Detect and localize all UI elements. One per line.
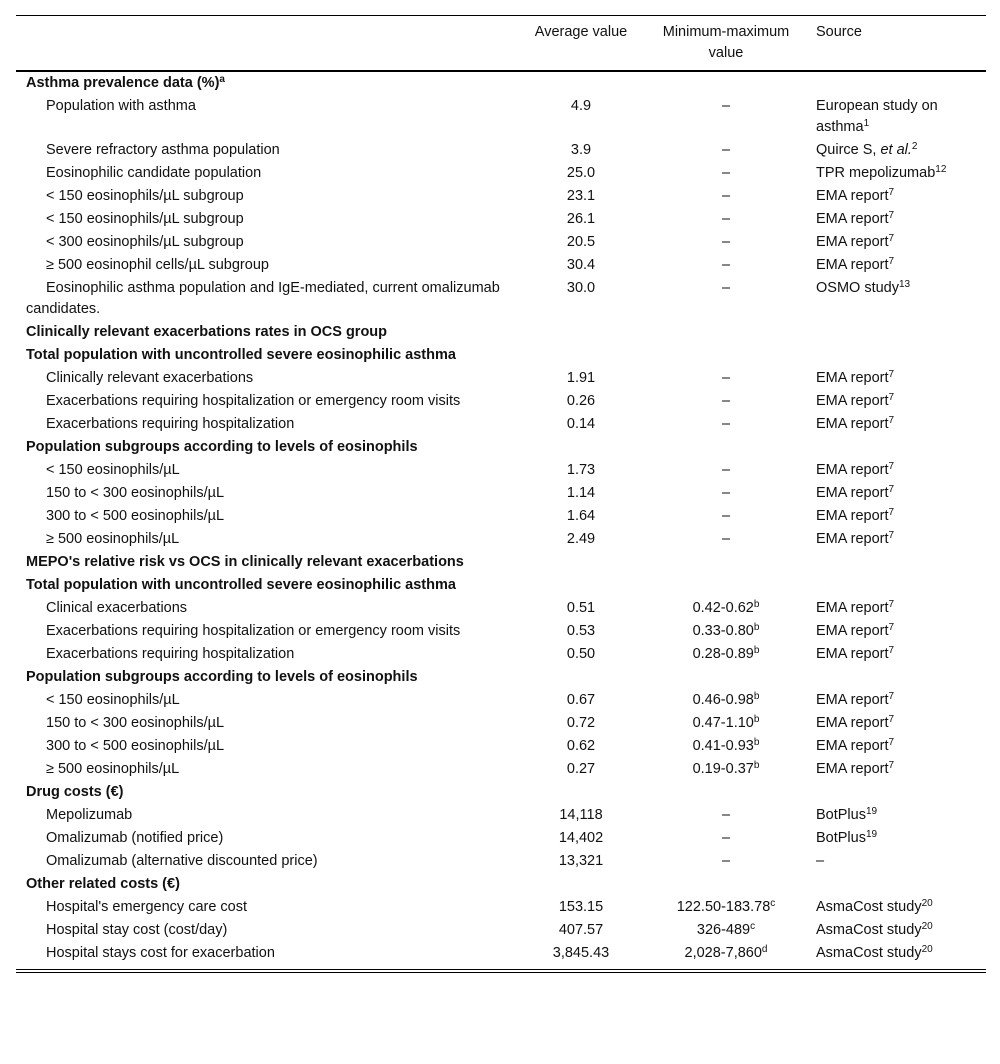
section-row	[16, 551, 986, 574]
table-row	[16, 919, 986, 942]
row-source-reference: 7	[888, 530, 895, 541]
table-row	[16, 254, 986, 277]
row-range-cell	[646, 597, 806, 620]
row-label: Eosinophilic candidate population	[46, 165, 262, 181]
row-source-reference: 7	[888, 507, 895, 518]
row-range-value: 0.19-0.37	[692, 761, 754, 777]
table-row	[16, 139, 986, 162]
row-label: Omalizumab (notified price)	[46, 830, 224, 846]
section-title-cell	[16, 436, 986, 459]
row-source-text: EMA report	[816, 531, 889, 547]
row-range-footnote: c	[770, 898, 776, 909]
table-row	[16, 712, 986, 735]
row-source-cell	[806, 528, 986, 551]
section-footnote-mark: a	[219, 74, 225, 85]
row-average-value: 14,402	[558, 830, 604, 846]
row-range-footnote: b	[753, 760, 760, 771]
row-range-cell	[646, 505, 806, 528]
row-label: < 150 eosinophils/µL subgroup	[46, 188, 244, 204]
row-label: Hospital stay cost (cost/day)	[46, 922, 228, 938]
row-range-cell	[646, 277, 806, 321]
section-row	[16, 574, 986, 597]
row-source-text: EMA report	[816, 761, 889, 777]
row-range-footnote: b	[753, 691, 760, 702]
table-row	[16, 459, 986, 482]
row-range-cell	[646, 367, 806, 390]
row-range-value: –	[721, 807, 731, 823]
row-average-value: 153.15	[558, 899, 604, 915]
row-source-reference: 7	[888, 622, 895, 633]
table-bottom-rule	[16, 969, 986, 973]
table-row	[16, 597, 986, 620]
row-average-value: 4.9	[570, 98, 592, 114]
row-source-cell	[806, 459, 986, 482]
row-source-reference: 7	[888, 760, 895, 771]
row-label: Hospital's emergency care cost	[46, 899, 248, 915]
row-source-cell	[806, 185, 986, 208]
row-range-value: –	[721, 416, 731, 432]
row-source-text: EMA report	[816, 370, 889, 386]
row-source-text: AsmaCost study	[816, 922, 922, 938]
row-label: 300 to < 500 eosinophils/µL	[46, 738, 225, 754]
row-source-cell	[806, 139, 986, 162]
row-range-cell	[646, 482, 806, 505]
row-average-value: 13,321	[558, 853, 604, 869]
row-source-reference: 20	[921, 898, 933, 909]
row-range-value: –	[721, 142, 731, 158]
table-row	[16, 482, 986, 505]
row-average-value: 0.26	[566, 393, 596, 409]
row-label: ≥ 500 eosinophils/µL	[46, 761, 180, 777]
table-header	[16, 16, 986, 72]
row-range-value: –	[721, 188, 731, 204]
row-source-italic: et al.	[880, 142, 912, 158]
row-label: Hospital stays cost for exacerbation	[46, 945, 275, 961]
row-range-value: 326-489	[696, 922, 751, 938]
row-range-value: –	[721, 280, 731, 296]
row-range-cell	[646, 254, 806, 277]
table-row	[16, 528, 986, 551]
section-title: Other related costs (€)	[26, 876, 180, 892]
row-source-cell	[806, 482, 986, 505]
row-range-footnote: b	[753, 599, 760, 610]
row-source-text: EMA report	[816, 646, 889, 662]
row-range-cell	[646, 459, 806, 482]
row-label: Mepolizumab	[46, 807, 133, 823]
row-source-reference: 7	[888, 645, 895, 656]
row-range-cell	[646, 95, 806, 139]
row-range-value: –	[721, 462, 731, 478]
row-label: < 300 eosinophils/µL subgroup	[46, 234, 244, 250]
row-source-cell	[806, 597, 986, 620]
row-average-value: 30.0	[566, 280, 596, 296]
section-title-cell	[16, 551, 986, 574]
row-range-cell	[646, 643, 806, 666]
row-source-cell	[806, 758, 986, 781]
row-range-value: –	[721, 370, 731, 386]
row-source-text: EMA report	[816, 188, 889, 204]
row-average-value: 1.14	[566, 485, 596, 501]
row-range-value: –	[721, 853, 731, 869]
row-average-value: 0.14	[566, 416, 596, 432]
row-range-value: 0.47-1.10	[692, 715, 754, 731]
row-source-reference: 13	[899, 279, 911, 290]
row-source-reference: 7	[888, 210, 895, 221]
header-average: Average value	[516, 16, 646, 72]
row-average-value: 0.72	[566, 715, 596, 731]
row-source-text: EMA report	[816, 211, 889, 227]
row-source-text: Quirce S,	[816, 142, 881, 158]
row-range-cell	[646, 735, 806, 758]
row-source-cell	[806, 850, 986, 873]
row-average-value: 0.62	[566, 738, 596, 754]
row-source-reference: 7	[888, 369, 895, 380]
row-average-value: 25.0	[566, 165, 596, 181]
row-source-reference: 20	[921, 944, 933, 955]
section-title-cell	[16, 781, 986, 804]
row-source-cell	[806, 689, 986, 712]
row-range-cell	[646, 896, 806, 919]
row-source-cell	[806, 735, 986, 758]
row-source-cell	[806, 231, 986, 254]
table-row	[16, 850, 986, 873]
row-average-value: 0.67	[566, 692, 596, 708]
row-source-text: EMA report	[816, 416, 889, 432]
table-row	[16, 231, 986, 254]
parameters-table	[16, 15, 986, 965]
row-source-reference: 7	[888, 256, 895, 267]
row-range-cell	[646, 185, 806, 208]
row-range-cell	[646, 850, 806, 873]
table-row	[16, 758, 986, 781]
row-source-reference: 20	[921, 921, 933, 932]
row-range-cell	[646, 390, 806, 413]
section-title: Asthma prevalence data (%)	[26, 75, 220, 91]
table-row	[16, 942, 986, 965]
row-range-footnote: d	[761, 944, 768, 955]
table-container	[0, 15, 1000, 973]
row-label: ≥ 500 eosinophil cells/µL subgroup	[46, 257, 269, 273]
row-range-footnote: b	[753, 645, 760, 656]
row-label: < 150 eosinophils/µL	[46, 462, 180, 478]
section-title: MEPO's relative risk vs OCS in clinically relevant exacerbations	[26, 554, 464, 570]
table-row	[16, 390, 986, 413]
row-source-text: OSMO study	[816, 280, 899, 296]
row-label: Clinically relevant exacerbations	[46, 370, 254, 386]
row-source-text: EMA report	[816, 508, 889, 524]
row-source-cell	[806, 712, 986, 735]
section-title: Total population with uncontrolled severe eosinophilic asthma	[26, 347, 456, 363]
section-title: Clinically relevant exacerbations rates in OCS group	[26, 324, 388, 340]
row-source-cell	[806, 620, 986, 643]
row-source-text: AsmaCost study	[816, 945, 922, 961]
row-average-value: 30.4	[566, 257, 596, 273]
row-source-text: EMA report	[816, 692, 889, 708]
row-range-cell	[646, 208, 806, 231]
table-row	[16, 277, 986, 321]
row-range-cell	[646, 689, 806, 712]
row-source-reference: 12	[935, 164, 947, 175]
row-range-cell	[646, 620, 806, 643]
row-label: Exacerbations requiring hospitalization	[46, 646, 295, 662]
row-range-cell	[646, 827, 806, 850]
row-label: < 150 eosinophils/µL subgroup	[46, 211, 244, 227]
row-source-text: EMA report	[816, 600, 889, 616]
row-source-reference: 7	[888, 599, 895, 610]
row-source-text: EMA report	[816, 485, 889, 501]
row-source-reference: 7	[888, 691, 895, 702]
row-source-cell	[806, 208, 986, 231]
header-row-label	[16, 16, 516, 72]
row-source-text: EMA report	[816, 623, 889, 639]
row-source-cell	[806, 277, 986, 321]
row-label: Exacerbations requiring hospitalization	[46, 416, 295, 432]
row-range-cell	[646, 758, 806, 781]
row-source-text: BotPlus	[816, 830, 866, 846]
row-range-value: 2,028-7,860	[684, 945, 762, 961]
section-row	[16, 666, 986, 689]
table-row	[16, 643, 986, 666]
row-source-text: EMA report	[816, 393, 889, 409]
row-source-text: TPR mepolizumab	[816, 165, 936, 181]
row-source-cell	[806, 643, 986, 666]
row-range-value: –	[721, 830, 731, 846]
row-average-value: 2.49	[566, 531, 596, 547]
row-source-text: EMA report	[816, 738, 889, 754]
row-source-cell	[806, 413, 986, 436]
section-title-cell	[16, 666, 986, 689]
row-average-value: 20.5	[566, 234, 596, 250]
section-row	[16, 344, 986, 367]
row-source-text: European study on asthma	[816, 98, 938, 135]
row-average-value: 0.27	[566, 761, 596, 777]
header-source: Source	[806, 16, 986, 72]
row-source-cell	[806, 505, 986, 528]
row-average-value: 407.57	[558, 922, 604, 938]
row-average-value: 1.91	[566, 370, 596, 386]
section-row	[16, 71, 986, 95]
row-range-value: –	[721, 234, 731, 250]
table-row	[16, 185, 986, 208]
row-source-reference: 7	[888, 714, 895, 725]
table-row	[16, 505, 986, 528]
row-range-cell	[646, 919, 806, 942]
row-source-text: EMA report	[816, 715, 889, 731]
row-source-cell	[806, 390, 986, 413]
section-title-cell	[16, 574, 986, 597]
row-range-value: 0.42-0.62	[692, 600, 754, 616]
row-range-value: –	[721, 531, 731, 547]
section-title: Population subgroups according to levels of eosinophils	[26, 439, 418, 455]
row-source-cell	[806, 827, 986, 850]
row-source-text: BotPlus	[816, 807, 866, 823]
row-label: ≥ 500 eosinophils/µL	[46, 531, 180, 547]
row-source-text: EMA report	[816, 234, 889, 250]
header-range: Minimum-maximum value	[646, 16, 806, 72]
section-title-cell	[16, 344, 986, 367]
row-source-cell	[806, 95, 986, 139]
table-row	[16, 208, 986, 231]
row-source-cell	[806, 896, 986, 919]
row-range-value: 0.41-0.93	[692, 738, 754, 754]
row-range-cell	[646, 413, 806, 436]
row-source-reference: 1	[863, 118, 870, 129]
table-row	[16, 367, 986, 390]
row-source-text: EMA report	[816, 462, 889, 478]
row-average-value: 1.73	[566, 462, 596, 478]
row-label: Severe refractory asthma population	[46, 142, 280, 158]
row-source-cell	[806, 367, 986, 390]
row-average-value: 3,845.43	[552, 945, 610, 961]
row-source-cell	[806, 942, 986, 965]
row-label: Clinical exacerbations	[46, 600, 188, 616]
row-range-cell	[646, 231, 806, 254]
section-title-cell	[16, 321, 986, 344]
table-row	[16, 95, 986, 139]
row-label: Eosinophilic asthma population and IgE-mediated, current omalizumab candidates.	[26, 280, 500, 317]
row-range-value: 0.46-0.98	[692, 692, 754, 708]
row-range-footnote: b	[753, 622, 760, 633]
section-title: Total population with uncontrolled severe eosinophilic asthma	[26, 577, 456, 593]
row-source-reference: 7	[888, 392, 895, 403]
row-average-value: 0.51	[566, 600, 596, 616]
row-average-value: 0.53	[566, 623, 596, 639]
row-source-reference: 7	[888, 233, 895, 244]
row-source-cell	[806, 162, 986, 185]
row-range-cell	[646, 942, 806, 965]
section-title: Drug costs (€)	[26, 784, 124, 800]
section-row	[16, 436, 986, 459]
table-row	[16, 413, 986, 436]
row-source-reference: 7	[888, 415, 895, 426]
row-source-text: AsmaCost study	[816, 899, 922, 915]
section-row	[16, 873, 986, 896]
row-label: Exacerbations requiring hospitalization or emergency room visits	[46, 623, 461, 639]
row-average-value: 3.9	[570, 142, 592, 158]
table-row	[16, 162, 986, 185]
row-label: Omalizumab (alternative discounted price)	[46, 853, 318, 869]
table-row	[16, 827, 986, 850]
row-source-reference: 7	[888, 484, 895, 495]
row-average-value: 26.1	[566, 211, 596, 227]
row-source-reference: 7	[888, 737, 895, 748]
table-row	[16, 620, 986, 643]
row-average-value: 14,118	[559, 807, 603, 823]
row-range-footnote: b	[753, 737, 760, 748]
row-range-value: –	[721, 257, 731, 273]
row-average-value: 0.50	[566, 646, 596, 662]
row-range-cell	[646, 528, 806, 551]
row-source-text: –	[816, 853, 825, 869]
table-row	[16, 896, 986, 919]
row-label: Population with asthma	[46, 98, 196, 114]
row-range-value: 0.33-0.80	[692, 623, 754, 639]
row-source-cell	[806, 804, 986, 827]
row-label: 150 to < 300 eosinophils/µL	[46, 715, 225, 731]
row-source-reference: 19	[865, 806, 878, 817]
row-range-cell	[646, 139, 806, 162]
table-body	[16, 71, 986, 965]
row-average-value: 1.64	[566, 508, 596, 524]
row-average-value: 23.1	[566, 188, 596, 204]
table-row	[16, 689, 986, 712]
row-range-cell	[646, 712, 806, 735]
row-range-value: –	[721, 485, 731, 501]
row-range-value: –	[721, 98, 731, 114]
row-label: Exacerbations requiring hospitalization or emergency room visits	[46, 393, 461, 409]
section-title: Population subgroups according to levels of eosinophils	[26, 669, 418, 685]
row-source-reference: 2	[911, 141, 918, 152]
section-title-cell	[16, 71, 986, 95]
section-title-cell	[16, 873, 986, 896]
section-row	[16, 781, 986, 804]
row-source-cell	[806, 254, 986, 277]
row-range-value: –	[721, 211, 731, 227]
table-row	[16, 735, 986, 758]
row-label: 150 to < 300 eosinophils/µL	[46, 485, 225, 501]
row-range-cell	[646, 162, 806, 185]
row-range-footnote: b	[753, 714, 760, 725]
row-range-value: 122.50-183.78	[676, 899, 771, 915]
row-source-reference: 19	[865, 829, 878, 840]
row-source-text: EMA report	[816, 257, 889, 273]
row-label: 300 to < 500 eosinophils/µL	[46, 508, 225, 524]
row-range-value: –	[721, 508, 731, 524]
row-range-value: –	[721, 393, 731, 409]
row-label: < 150 eosinophils/µL	[46, 692, 180, 708]
row-range-value: –	[721, 165, 731, 181]
row-range-value: 0.28-0.89	[692, 646, 754, 662]
row-range-footnote: c	[750, 921, 756, 932]
row-source-reference: 7	[888, 461, 895, 472]
row-source-reference: 7	[888, 187, 895, 198]
row-source-cell	[806, 919, 986, 942]
row-range-cell	[646, 804, 806, 827]
table-row	[16, 804, 986, 827]
section-row	[16, 321, 986, 344]
